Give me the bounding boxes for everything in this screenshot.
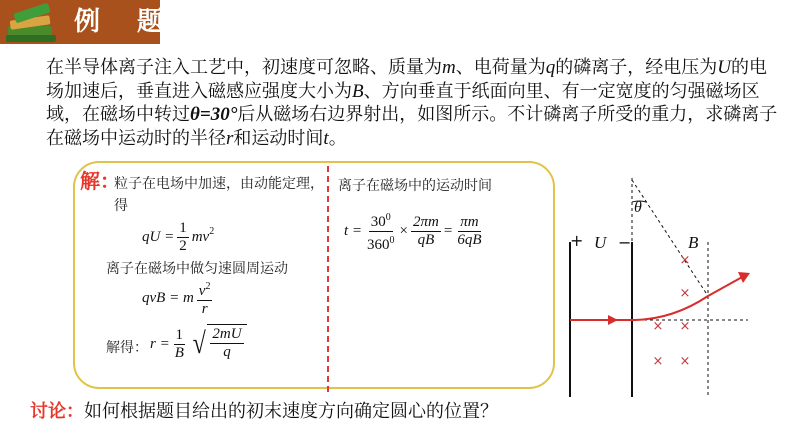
var-q: q bbox=[545, 57, 556, 78]
theta-label: θ bbox=[634, 199, 642, 216]
solution-text-4: 离子在磁场中的运动时间 bbox=[338, 178, 492, 194]
var-m: m bbox=[442, 57, 456, 78]
field-mark: × bbox=[679, 354, 691, 369]
solution-text-1: 粒子在电场中加速，由动能定理，得 bbox=[114, 176, 324, 214]
var-t: t bbox=[323, 127, 329, 149]
equation-energy: qU = $\frac{1}{2}$ mv $^2$ bbox=[142, 220, 215, 254]
problem-statement: 在半导体离子注入工艺中，初速度可忽略、质量为m、电荷量为q的磷离子，经电压为U的电场加速后，垂直进入磁感应强度大小为B、方向垂直于纸面向里、有一定宽度的匀强磁场区域，在磁场中转过θ=30°后从磁场右边界射出，如图所示。不计磷离子所受的重力，求磷离子在磁场中运动时的半径r和运动时间t。 bbox=[46, 57, 778, 149]
field-mark: × bbox=[652, 319, 664, 334]
var-r: r bbox=[226, 127, 234, 149]
solution-label: 解： bbox=[80, 169, 120, 193]
book-icon bbox=[4, 2, 64, 46]
equation-lorentz: qvB = m $\frac{v^2}{r}$ bbox=[142, 278, 215, 318]
var-theta: θ=30° bbox=[190, 104, 238, 125]
page-title: 例 题 bbox=[74, 7, 178, 37]
field-mark: × bbox=[679, 286, 691, 301]
field-mark: × bbox=[652, 354, 664, 369]
discussion bbox=[30, 400, 498, 424]
solution-text-2: 离子在磁场中做匀速圆周运动 bbox=[106, 261, 288, 277]
field-mark: × bbox=[679, 253, 691, 268]
var-B: B bbox=[352, 80, 364, 102]
plus-label: + bbox=[570, 231, 584, 250]
exit-path bbox=[708, 276, 744, 296]
u-label: U bbox=[594, 233, 607, 252]
magnetic-field-diagram bbox=[560, 170, 794, 400]
solution-divider bbox=[327, 166, 329, 392]
arc-trajectory bbox=[632, 296, 708, 320]
minus-label: − bbox=[618, 233, 632, 252]
discussion-text: 如何根据题目给出的初末速度方向确定圆心的位置？ bbox=[84, 401, 498, 422]
discussion-label: 讨论： bbox=[30, 401, 84, 422]
b-label: B bbox=[688, 233, 699, 252]
field-mark: × bbox=[679, 319, 691, 334]
equation-time: t = $\frac{30^0}{360^0}$ × $\frac{2\pi m}{qB}$ = $\frac{\pi m}{6qB}$ bbox=[344, 209, 487, 254]
solution-text-3: 解得： bbox=[106, 340, 148, 356]
entry-arrow bbox=[608, 315, 618, 325]
equation-radius: r = $\frac{1}{B}$ √ $\frac{2mU}{q}$ bbox=[150, 324, 247, 364]
var-U: U bbox=[717, 57, 731, 78]
